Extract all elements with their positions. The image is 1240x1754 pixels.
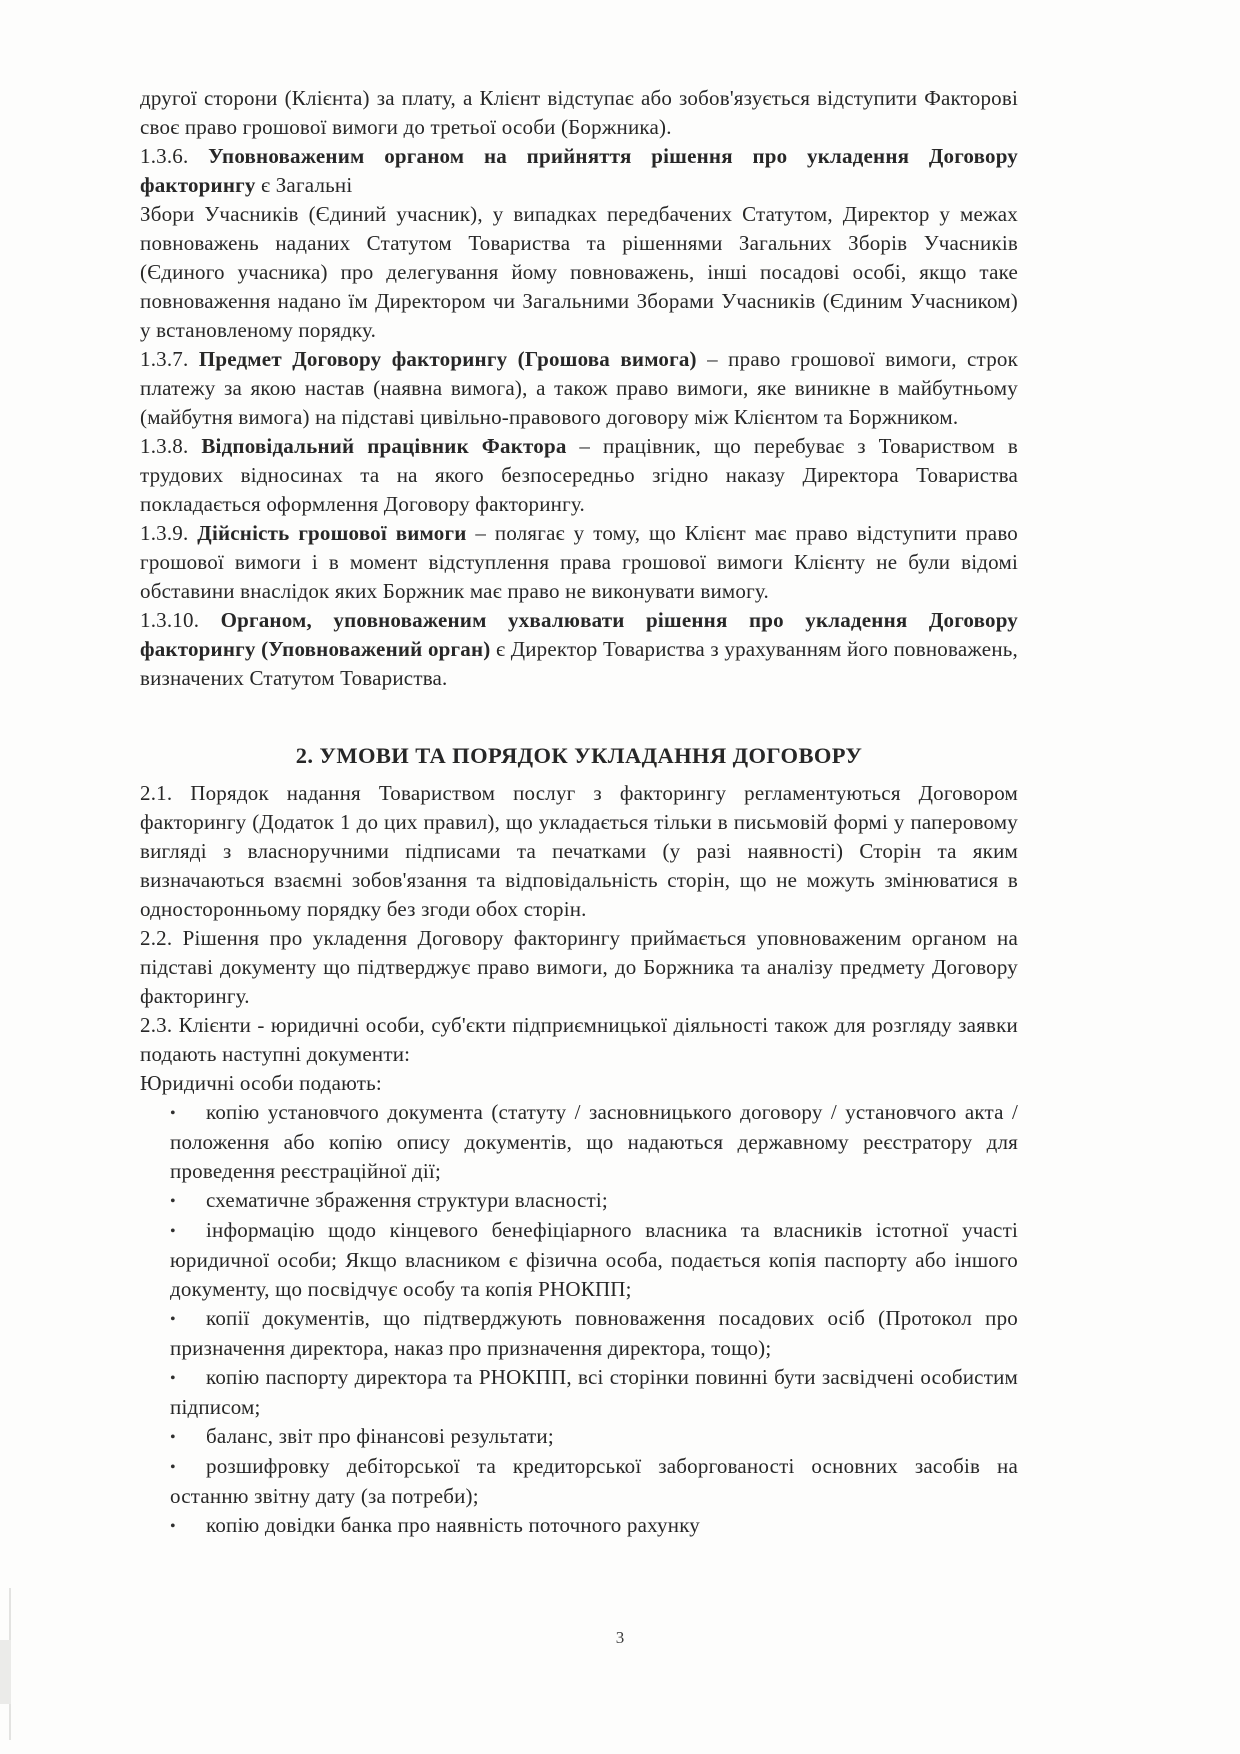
paragraph-1-3-6-body [140,200,1018,345]
list-item [140,1422,1018,1452]
text-run: другої сторони (Клієнта) за плату, а Клієнт відступає або зобов'язується відступити Факторові своє право грошової вимоги до третьої особи (Боржника). [140,86,1018,139]
list-item [140,1216,1018,1304]
text-run: 1.3.10. [140,608,221,632]
bullet-icon: • [170,1429,176,1446]
paragraph-2-1 [140,779,1018,924]
bold-term: Предмет Договору факторингу (Грошова вимога) [198,347,697,371]
list-item-text: копію довідки банка про наявність поточного рахунку [206,1513,700,1537]
paragraph-1-3-9 [140,519,1018,606]
paragraph-1-3-6-line2 [140,171,1018,200]
bullet-icon: • [170,1193,176,1210]
list-item [140,1452,1018,1511]
scan-artifact-strip [0,1640,11,1704]
text-run: є Загальні [255,173,353,197]
list-item-text: баланс, звіт про фінансові результати; [206,1424,554,1448]
page-number: 3 [615,1628,625,1647]
paragraph-1-3-6-line1 [140,142,1018,171]
list-item [140,1363,1018,1422]
text-run: 1.3.6. [140,144,209,168]
list-item-text: копію паспорту директора та РНОКПП, всі сторінки повинні бути засвідчені особистим підписом; [170,1365,1018,1419]
text-run: 1.3.9. [140,521,198,545]
text-run: – працівник, що перебуває з Товариством в трудових відносинах та на якого безпосередньо згідно наказу Директора Товариства покладається оформлення Договору факторингу. [140,434,1018,516]
list-item-text: інформацію щодо кінцевого бенефіціарного власника та власників істотної участі юридичної особи; Якщо власником є фізична особа, подається копія паспорту або іншого документу, що посвідчує особу та копія РНОКПП; [170,1218,1018,1301]
list-item-text: копії документів, що підтверджують повноваження посадових осіб (Протокол про призначення директора, наказ про призначення директора, тощо); [170,1306,1018,1360]
list-item-text: копію установчого документа (статуту / засновницького договору / установчого акта / положення або копію опису документів, що надаються державному реєстратору для проведення реєстраційної дії; [170,1100,1018,1183]
bold-term: факторингу [140,173,256,197]
bold-term: Органом, уповноваженим ухвалювати рішення про укладення Договору факторингу (Уповноважений орган) [140,608,1018,661]
text-run: 2.1. Порядок надання Товариством послуг з факторингу регламентуються Договором факторингу (Додаток 1 до цих правил), що укладається тільки в письмовій формі у паперовому вигляді з власноручними підписами та печатками (у разі наявності) Сторін та яким визначаються взаємні зобов'язання та відповідальність сторін, що не можуть змінюватися в односторонньому порядку без згоди обох сторін. [140,781,1018,921]
paragraph-1-3-8 [140,432,1018,519]
paragraph-legal-entities-label [140,1069,1018,1098]
bold-term: Відповідальний працівник Фактора [201,434,567,458]
text-run: – право грошової вимоги, строк платежу за якою настав (наявна вимога), а також право вимоги, яке виникне в майбутньому (майбутня вимога) на підставі цивільно-правового договору між Клієнтом та Боржником. [140,347,1018,429]
paragraph-1-3-10 [140,606,1018,693]
text-run: Збори Учасників (Єдиний учасник), у випадках передбачених Статутом, Директор у межах повноважень наданих Статутом Товариства та рішеннями Загальних Зборів Учасників (Єдиного учасника) про делегування йому повноважень, інші посадові особі, якщо таке повноваження надано їм Директором чи Загальними Зборами Учасників (Єдиним Учасником) у встановленому порядку. [140,202,1018,342]
paragraph-intro-continuation [140,84,1018,142]
bullet-icon: • [170,1370,176,1387]
text-run: – полягає у тому, що Клієнт має право відступити право грошової вимоги і в момент відступлення права грошової вимоги Клієнту не були відомі обставини внаслідок яких Боржник має право не виконувати вимогу. [140,521,1018,603]
list-item [140,1098,1018,1186]
text-run: 2.3. Клієнти - юридичні особи, суб'єкти підприємницької діяльності також для розгляду заявки подають наступні документи: [140,1013,1018,1066]
list-item-text: розшифровку дебіторської та кредиторської заборгованості основних засобів на останню звітну дату (за потреби); [170,1454,1018,1508]
text-run: є Директор Товариства з урахуванням його повноважень, визначених Статутом Товариства. [140,637,1018,690]
bullet-icon: • [170,1223,176,1240]
text-run: 2.2. Рішення про укладення Договору факторингу приймається уповноваженим органом на підставі документу що підтверджує право вимоги, до Боржника та аналізу предмету Договору факторингу. [140,926,1018,1008]
list-item-text: схематичне збраження структури власності; [206,1188,608,1212]
bullet-icon: • [170,1311,176,1328]
required-documents-list [140,1098,1018,1541]
list-item [140,1511,1018,1541]
bullet-icon: • [170,1459,176,1476]
bullet-icon: • [170,1105,176,1122]
bullet-icon: • [170,1518,176,1535]
text-run: 1.3.8. [140,434,202,458]
page-body [140,84,1018,1541]
list-item [140,1186,1018,1216]
text-run: 1.3.7. [140,347,199,371]
text-run: Юридичні особи подають: [140,1071,382,1095]
paragraph-1-3-7 [140,345,1018,432]
section-2-heading: 2. УМОВИ ТА ПОРЯДОК УКЛАДАННЯ ДОГОВОРУ [295,743,863,768]
paragraph-2-2 [140,924,1018,1011]
list-item [140,1304,1018,1363]
paragraph-2-3 [140,1011,1018,1069]
bold-term: Дійсність грошової вимоги [197,521,467,545]
bold-term: Уповноваженим органом на прийняття рішення про укладення Договору [208,144,1018,168]
